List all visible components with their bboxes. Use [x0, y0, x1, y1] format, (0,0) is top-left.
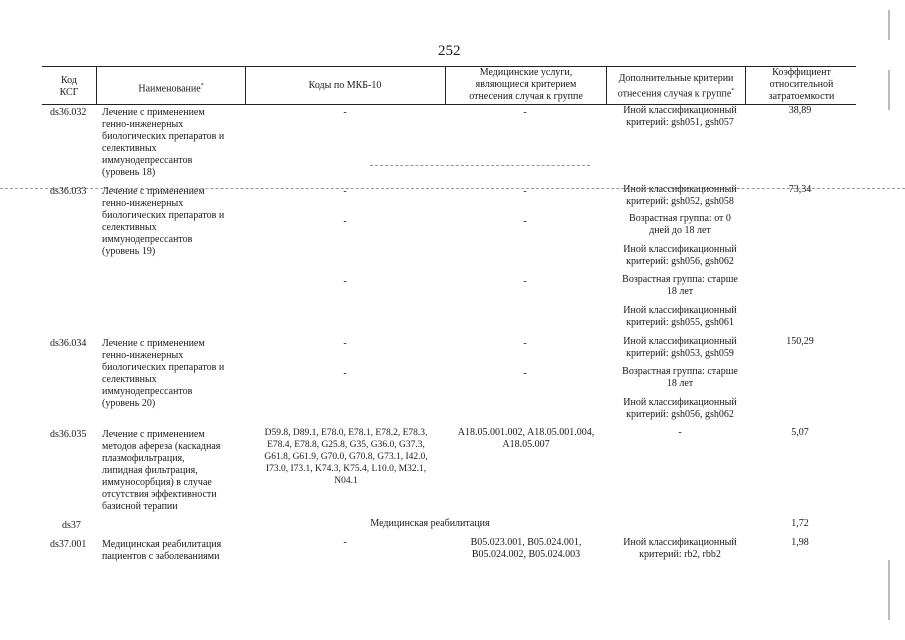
- header-services: Медицинские услуги, являющиеся критерием отнесения случая к группе: [469, 67, 583, 102]
- row-criteria: Иной классификационный критерий: gsh052, gsh058: [623, 184, 737, 207]
- row-coef: 1,98: [791, 537, 809, 548]
- row-icd: -: [343, 368, 347, 379]
- section-coef: 1,72: [791, 518, 809, 529]
- row-criteria: Возрастная группа: от 0 дней до 18 лет: [629, 213, 731, 236]
- row-icd: D59.8, D89.1, E78.0, E78.1, E78.2, E78.3, E78.4, E78.8, G25.8, G35, G36.0, G37.3, G61.8, G61.9, G70.0, G70.8, G73.1, I42.0, I73.0, I73.1, K74.3, K75.4, L10.0, M32.1, N04.1: [264, 428, 428, 486]
- row-criteria: Иной классификационный критерий: gsh056, gsh062: [623, 397, 737, 420]
- scan-edge-mark: [888, 70, 890, 110]
- header-divider-1: [96, 66, 97, 104]
- header-divider-4: [606, 66, 607, 104]
- row-code: ds37.001: [50, 539, 87, 550]
- row-coef: 73,34: [788, 184, 812, 195]
- row-name: Лечение с применением методов афереза (каскадная плазмофильтрация, липидная фильтрация, иммуносорбция) в случае отсутствия эффективности базисной терапии: [102, 429, 221, 512]
- row-icd: -: [343, 276, 347, 287]
- row-services: -: [523, 276, 527, 287]
- row-criteria: Возрастная группа: старше 18 лет: [622, 274, 738, 297]
- row-services: -: [523, 338, 527, 349]
- row-code: ds36.033: [50, 186, 87, 197]
- row-criteria: Иной классификационный критерий: gsh055, gsh061: [623, 305, 737, 328]
- row-icd: -: [343, 216, 347, 227]
- row-coef: 150,29: [786, 336, 814, 347]
- header-divider-5: [745, 66, 746, 104]
- row-code: ds36.034: [50, 338, 87, 349]
- header-name-text: Наименование: [138, 83, 201, 95]
- header-coef: Коэффициент относительной затратоемкости: [768, 67, 835, 102]
- header-divider-2: [245, 66, 246, 104]
- row-name: Медицинская реабилитация пациентов с заболеваниями: [102, 539, 222, 562]
- row-code: ds36.032: [50, 107, 87, 118]
- row-icd: -: [343, 338, 347, 349]
- header-name: [98, 80, 244, 95]
- row-coef: 38,89: [788, 105, 812, 116]
- row-services: -: [523, 186, 527, 197]
- header-code: Код КСГ: [59, 75, 79, 98]
- page-number: 252: [438, 43, 461, 59]
- row-criteria: Иной классификационный критерий: gsh053, gsh059: [623, 336, 737, 359]
- row-criteria: Иной классификационный критерий: rb2, rbb2: [623, 537, 737, 560]
- header-name-footnote-mark: *: [200, 83, 204, 89]
- scan-artifact-line: [370, 165, 590, 166]
- row-name: Лечение с применением генно-инженерных биологических препаратов и селективных иммунодепрессантов (уровень 18): [102, 107, 225, 178]
- row-services: B05.023.001, B05.024.001, B05.024.002, B05.024.003: [470, 537, 582, 560]
- header-divider-3: [445, 66, 446, 104]
- header-criteria: [608, 73, 744, 100]
- header-criteria-text: Дополнительные критерии отнесения случая к группе: [617, 73, 734, 100]
- header-icd: Коды по МКБ-10: [308, 80, 382, 91]
- scan-edge-mark: [888, 10, 890, 40]
- row-services: -: [523, 368, 527, 379]
- row-criteria: Возрастная группа: старше 18 лет: [622, 366, 738, 389]
- row-name: Лечение с применением генно-инженерных биологических препаратов и селективных иммунодепрессантов (уровень 20): [102, 338, 225, 409]
- row-coef: 5,07: [791, 427, 809, 438]
- row-name: Лечение с применением генно-инженерных биологических препаратов и селективных иммунодепрессантов (уровень 19): [102, 186, 225, 257]
- row-icd: -: [343, 537, 347, 548]
- section-title: Медицинская реабилитация: [370, 518, 490, 529]
- row-criteria: Иной классификационный критерий: gsh051, gsh057: [623, 105, 737, 128]
- row-code: ds36.035: [50, 429, 87, 440]
- header-criteria-footnote-mark: *: [731, 88, 735, 94]
- row-criteria: Иной классификационный критерий: gsh056, gsh062: [623, 244, 737, 267]
- row-services: -: [523, 216, 527, 227]
- row-services: A18.05.001.002, A18.05.001.004, A18.05.007: [457, 427, 595, 450]
- row-criteria: -: [678, 427, 682, 438]
- scan-edge-mark: [888, 560, 890, 620]
- row-icd: -: [343, 107, 347, 118]
- row-services: -: [523, 107, 527, 118]
- row-icd: -: [343, 186, 347, 197]
- section-code: ds37: [62, 520, 81, 531]
